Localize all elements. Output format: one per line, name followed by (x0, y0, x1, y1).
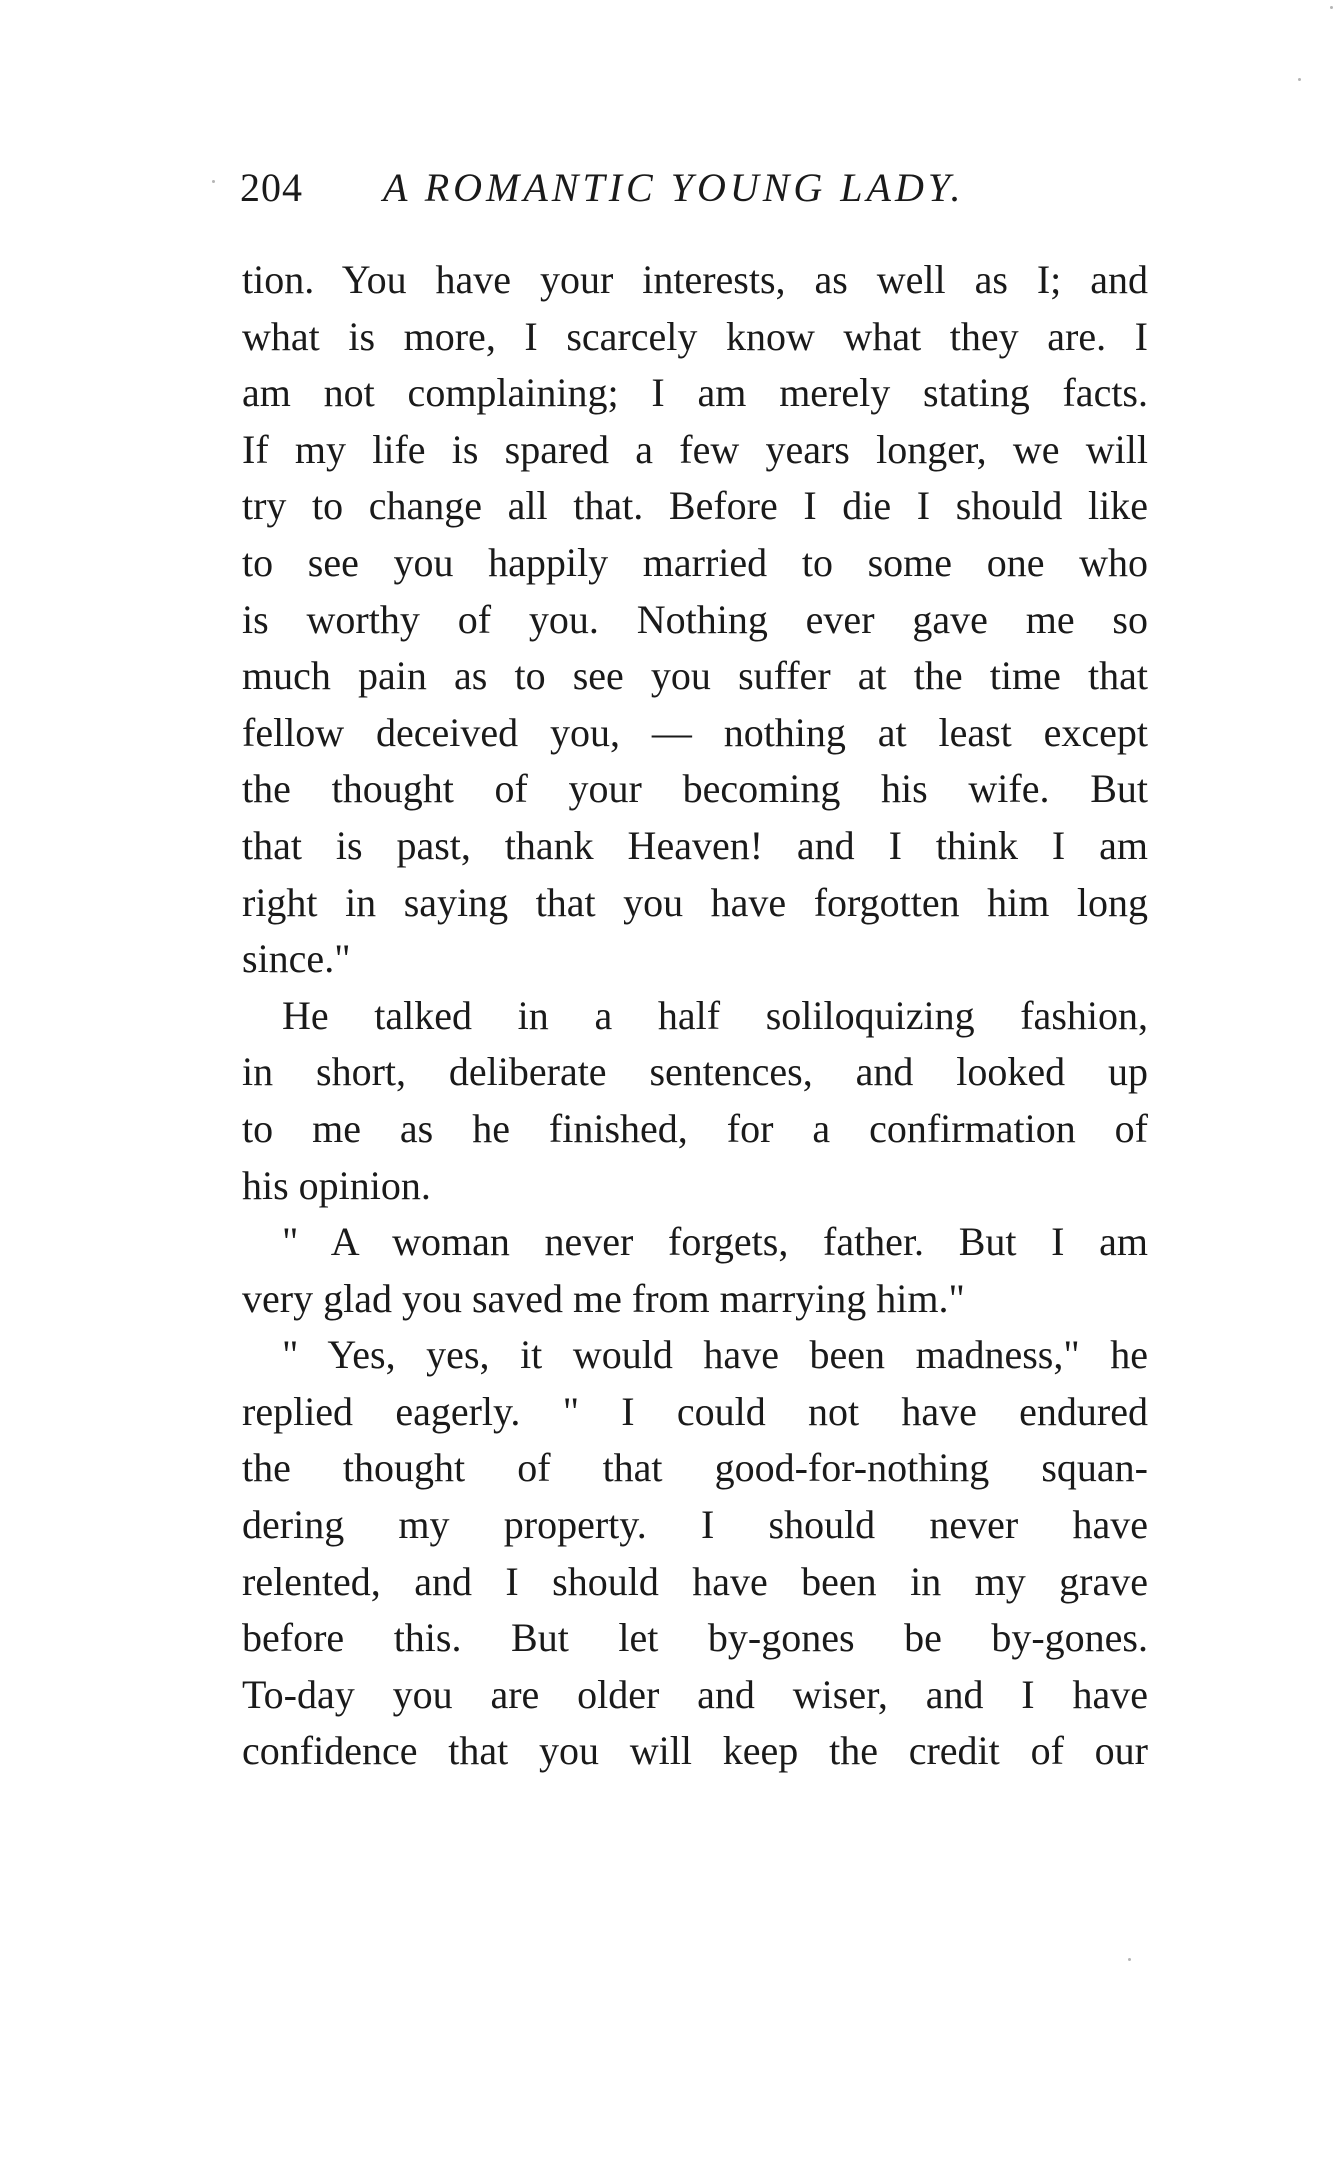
text-line: right in saying that you have forgotten him long (242, 879, 1148, 925)
text-line: relented, and I should have been in my grave (242, 1558, 1148, 1604)
text-line: " Yes, yes, it would have been madness," he (282, 1332, 1148, 1378)
text-line: fellow deceived you, — nothing at least except (242, 709, 1148, 755)
print-speck (1128, 1958, 1131, 1961)
text-line: confidence that you will keep the credit of our (242, 1728, 1148, 1774)
text-line: dering my property. I should never have (242, 1502, 1148, 1548)
text-line: To-day you are older and wiser, and I have (242, 1671, 1148, 1717)
text-line: his opinion. (242, 1162, 431, 1208)
text-line: am not complaining; I am merely stating facts. (242, 370, 1148, 416)
text-line: in short, deliberate sentences, and looked up (242, 1049, 1148, 1095)
running-title: A ROMANTIC YOUNG LADY. (383, 165, 965, 210)
running-head (240, 158, 1040, 218)
print-speck (1298, 78, 1301, 81)
text-line: to see you happily married to some one who (242, 539, 1148, 585)
body-text (242, 252, 1148, 1780)
text-line: since." (242, 936, 351, 982)
text-line: what is more, I scarcely know what they are. I (242, 313, 1148, 359)
text-line: replied eagerly. " I could not have endured (242, 1388, 1148, 1434)
text-line: is worthy of you. Nothing ever gave me so (242, 596, 1148, 642)
text-line: the thought of that good-for-nothing squan- (242, 1445, 1148, 1491)
text-line: before this. But let by-gones be by-gones. (242, 1615, 1148, 1661)
text-line: to me as he finished, for a confirmation of (242, 1105, 1148, 1151)
text-line: If my life is spared a few years longer, we will (242, 426, 1148, 472)
text-line: the thought of your becoming his wife. But (242, 766, 1148, 812)
text-line: that is past, thank Heaven! and I think I am (242, 822, 1148, 868)
text-line: much pain as to see you suffer at the time that (242, 653, 1148, 699)
print-speck (1330, 6, 1333, 9)
page-number: 204 (240, 165, 303, 210)
text-line: very glad you saved me from marrying him." (242, 1275, 965, 1321)
text-line: " A woman never forgets, father. But I am (282, 1219, 1148, 1265)
text-line: He talked in a half soliloquizing fashion, (282, 992, 1148, 1038)
text-line: try to change all that. Before I die I should like (242, 483, 1148, 529)
print-speck (212, 180, 215, 183)
text-line: tion. You have your interests, as well as I; and (242, 257, 1148, 302)
